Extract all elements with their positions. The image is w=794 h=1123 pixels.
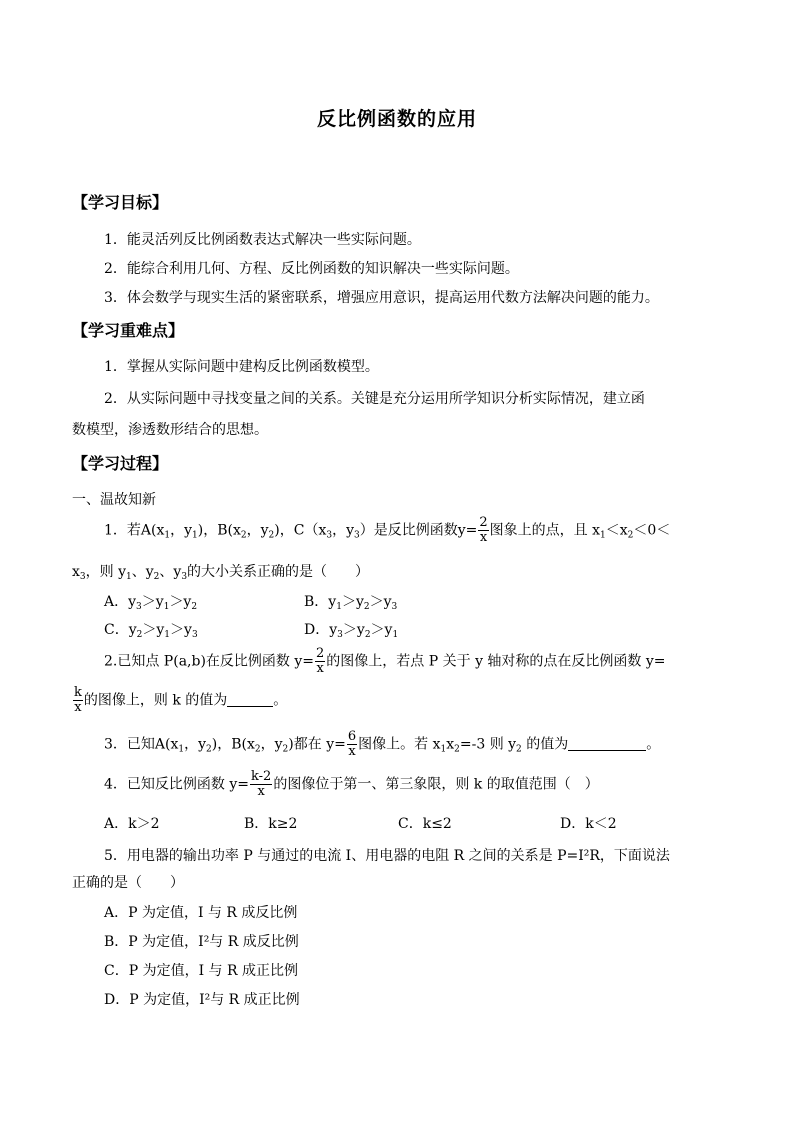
question-1: 1．若$A(x_1$，$y_1$)，$B(x_2$，$y_2$)，$C(x_3$，$y_3$）是反比例函数y= $\frac{2}{x}$ 图象上的点，且 $x_1<x_2<0<$ xyxy=(104,515,671,545)
question-2: 2.已知点 P(a,b)在反比例函数 y= $\frac{2}{x}$ 的图像上，若点 P 关于 y 轴对称的点在反比例函数 y= xyxy=(104,646,666,676)
goal-item-2: 2．能综合利用几何、方程、反比例函数的知识解决一些实际问题。 xyxy=(104,261,519,277)
fraction-k-minus-2-over-x: $\frac{k-2}{x}$ xyxy=(251,769,272,799)
keypoint-item-1: 1．掌握从实际问题中建构反比例函数模型。 xyxy=(104,359,379,375)
q1-option-b: B．$y_1>y_2>y_3$ xyxy=(304,594,398,612)
question-5-cont: 正确的是（ ） xyxy=(72,875,184,891)
question-4: 4．已知反比例函数 y= $\frac{k-2}{x}$ 的图像位于第一、第三象限，则 k 的取值范围（ ） xyxy=(104,769,599,799)
answer-blank xyxy=(568,750,646,751)
q1-option-a: A．$y_3>y_1>y_2$ xyxy=(104,594,198,612)
question-1-cont: $x_3$，则 $y_1$、$y_2$、$y_3$的大小关系正确的是（ ） xyxy=(72,564,370,582)
fraction-6-over-x: $\frac{6}{x}$ xyxy=(347,729,357,759)
fraction-k-over-x: $\frac{k}{x}$ xyxy=(74,685,82,715)
q5-option-c: C．P 为定值，I 与 R 成正比例 xyxy=(104,963,299,979)
fraction-2-over-x: $\frac{2}{x}$ xyxy=(479,515,488,545)
page-title: 反比例函数的应用 xyxy=(316,108,477,130)
q4-option-d: D．k＜2 xyxy=(560,816,617,832)
keypoint-item-2-cont: 数模型，渗透数形结合的思想。 xyxy=(72,422,268,438)
question-3: 3．已知$A(x_1$，$y_2$)，$B(x_2$，$y_2$)都在 y= $\frac{6}{x}$ 图像上。若 $x_1x_2=-3$ 则 $y_2$ 的值为 。 xyxy=(104,729,661,759)
fraction-2-over-x: $\frac{2}{x}$ xyxy=(316,646,325,676)
question-2-cont: $\frac{k}{x}$ 的图像上，则 k 的值为 。 xyxy=(74,685,288,715)
goal-item-3: 3．体会数学与现实生活的紧密联系，增强应用意识，提高运用代数方法解决问题的能力。 xyxy=(104,290,659,306)
q4-option-c: C．k≤2 xyxy=(398,816,452,832)
question-5: 5．用电器的输出功率 P 与通过的电流 I、用电器的电阻 R 之间的关系是 P=I²R，下面说法 xyxy=(104,848,670,864)
q4-option-b: B．k≥2 xyxy=(244,816,298,832)
q4-option-a: A．k＞2 xyxy=(104,816,160,832)
answer-blank xyxy=(227,706,273,707)
keypoint-item-2: 2．从实际问题中寻找变量之间的关系。关键是充分运用所学知识分析实际情况，建立函 xyxy=(104,391,645,407)
process-heading: 【学习过程】 xyxy=(72,454,169,473)
q5-option-b: B．P 为定值，I²与 R 成反比例 xyxy=(104,934,299,950)
review-subheading: 一、温故知新 xyxy=(72,492,156,508)
q5-option-a: A．P 为定值，I 与 R 成反比例 xyxy=(104,905,298,921)
keypoints-heading: 【学习重难点】 xyxy=(72,321,185,340)
goal-item-1: 1．能灵活列反比例函数表达式解决一些实际问题。 xyxy=(104,232,421,248)
q1-option-d: D．$y_3>y_2>y_1$ xyxy=(304,622,399,640)
q1-option-c: C．$y_2>y_1>y_3$ xyxy=(104,622,198,640)
q5-option-d: D．P 为定值，I²与 R 成正比例 xyxy=(104,992,300,1008)
goals-heading: 【学习目标】 xyxy=(72,193,169,212)
